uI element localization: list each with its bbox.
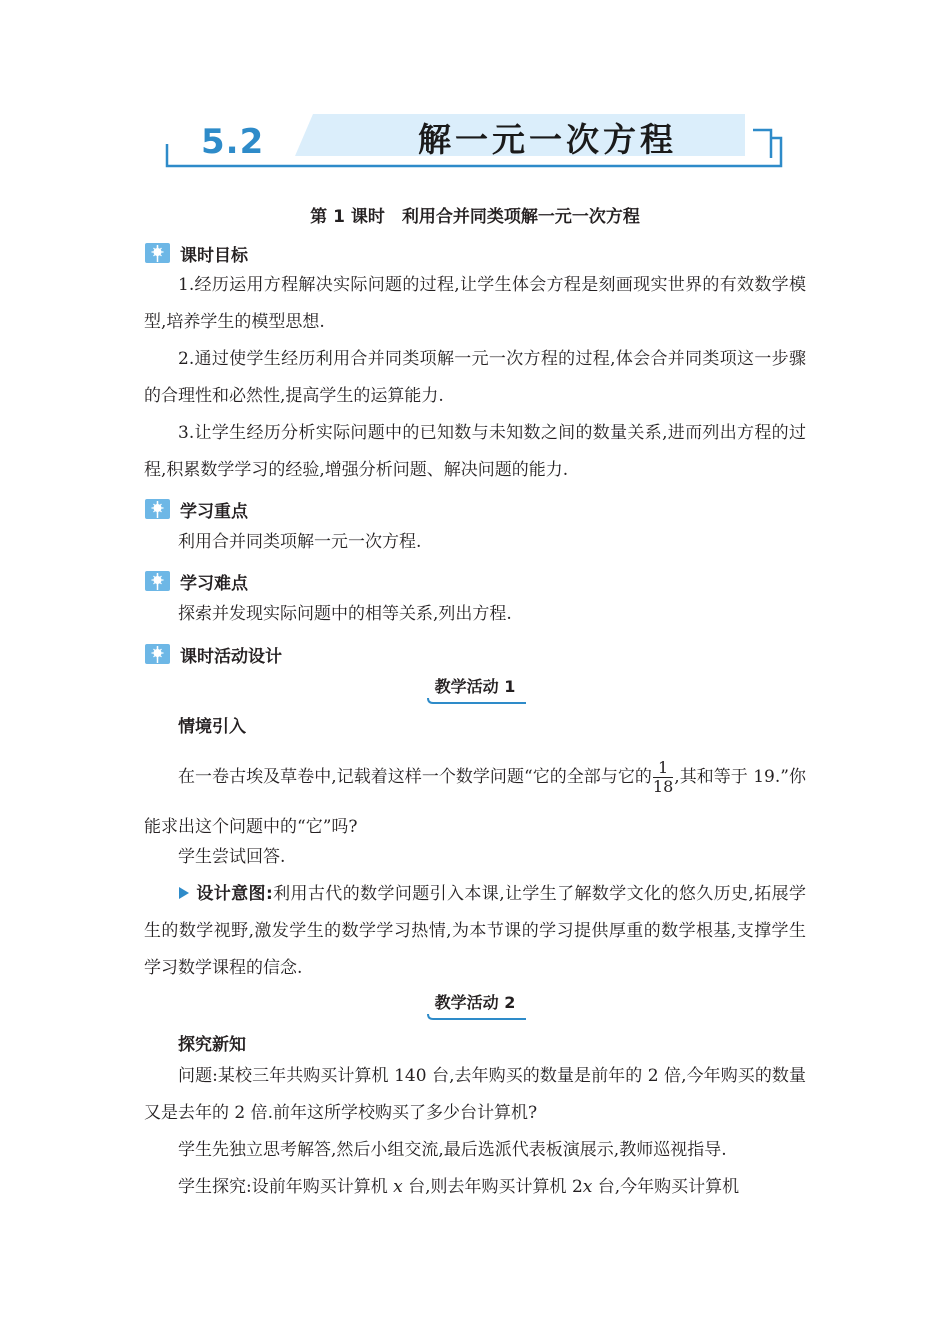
variable-x: x — [393, 1177, 403, 1197]
objective-item-1: 1.经历运用方程解决实际问题的过程,让学生体会方程是刻画现实世界的有效数学模型,培养学生的模型思想. — [144, 275, 806, 332]
activity-1-label: 教学活动 1 — [434, 677, 516, 696]
intent-text: 利用古代的数学问题引入本课,让学生了解数学文化的悠久历史,拓展学生的数学视野,激发学生的数学学习热情,为本节课的学习提供厚重的数学根基,支撑学生学习数学课程的信念. — [144, 884, 806, 978]
fraction-denominator: 18 — [652, 777, 674, 796]
key-points-heading-label: 学习重点 — [180, 501, 248, 522]
book-icon — [144, 241, 171, 265]
explore-text-c: 台,今年购买计算机 — [592, 1177, 740, 1197]
intro-text-after: ,其和等于 19.”你能求出这个问题中的“它”吗? — [144, 767, 806, 837]
fraction-one-eighteenth — [653, 760, 673, 795]
difficulties-heading — [144, 568, 248, 594]
intro-text-before: 在一卷古埃及草卷中,记载着这样一个数学问题“它的全部与它的 — [178, 767, 652, 787]
variable-x: x — [582, 1177, 593, 1197]
objectives-heading — [144, 240, 248, 266]
activity-2-label: 教学活动 2 — [434, 993, 516, 1012]
lesson-title: 第 1 课时 利用合并同类项解一元一次方程 — [310, 207, 640, 227]
key-points-text: 利用合并同类项解一元一次方程. — [178, 532, 422, 552]
explore-text-a: 学生探究:设前年购买计算机 — [178, 1177, 394, 1197]
objectives-heading-label: 课时目标 — [180, 245, 248, 266]
activity-2-process: 学生先独立思考解答,然后小组交流,最后选派代表板演展示,教师巡视指导. — [178, 1140, 727, 1160]
activity-1-label-box — [0, 674, 950, 701]
key-points-heading — [144, 496, 248, 522]
activity-1-subheading: 情境引入 — [178, 717, 246, 737]
activity-1-student: 学生尝试回答. — [178, 847, 286, 867]
section-title: 解一元一次方程 — [418, 120, 677, 159]
section-number: 5.2 — [201, 122, 265, 162]
design-heading-label: 课时活动设计 — [180, 646, 282, 667]
activity-underline — [427, 697, 527, 705]
activity-2-label-box — [0, 990, 950, 1017]
objective-item-3: 3.让学生经历分析实际问题中的已知数与未知数之间的数量关系,进而列出方程的过程,积累数学学习的经验,增强分析问题、解决问题的能力. — [144, 423, 806, 480]
difficulties-text: 探索并发现实际问题中的相等关系,列出方程. — [178, 604, 512, 624]
design-heading — [144, 641, 282, 667]
activity-1-intro — [144, 752, 806, 852]
activity-underline — [427, 1013, 527, 1021]
explore-text-b: 台,则去年购买计算机 2 — [402, 1177, 583, 1197]
activity-2-subheading: 探究新知 — [178, 1035, 246, 1055]
activity-2-explore — [144, 1169, 806, 1206]
intent-label: 设计意图: — [196, 884, 273, 904]
difficulties-heading-label: 学习难点 — [180, 573, 248, 594]
book-icon — [144, 497, 171, 521]
play-marker-icon — [178, 886, 190, 900]
fraction-numerator: 1 — [653, 760, 673, 778]
activity-1-intent — [144, 876, 806, 987]
book-icon — [144, 569, 171, 593]
objective-item-2: 2.通过使学生经历利用合并同类项解一元一次方程的过程,体会合并同类项这一步骤的合理性和必然性,提高学生的运算能力. — [144, 349, 806, 406]
book-icon — [144, 642, 171, 666]
activity-2-problem: 问题:某校三年共购买计算机 140 台,去年购买的数量是前年的 2 倍,今年购买的数量又是去年的 2 倍.前年这所学校购买了多少台计算机? — [144, 1066, 806, 1123]
section-banner — [163, 110, 788, 172]
